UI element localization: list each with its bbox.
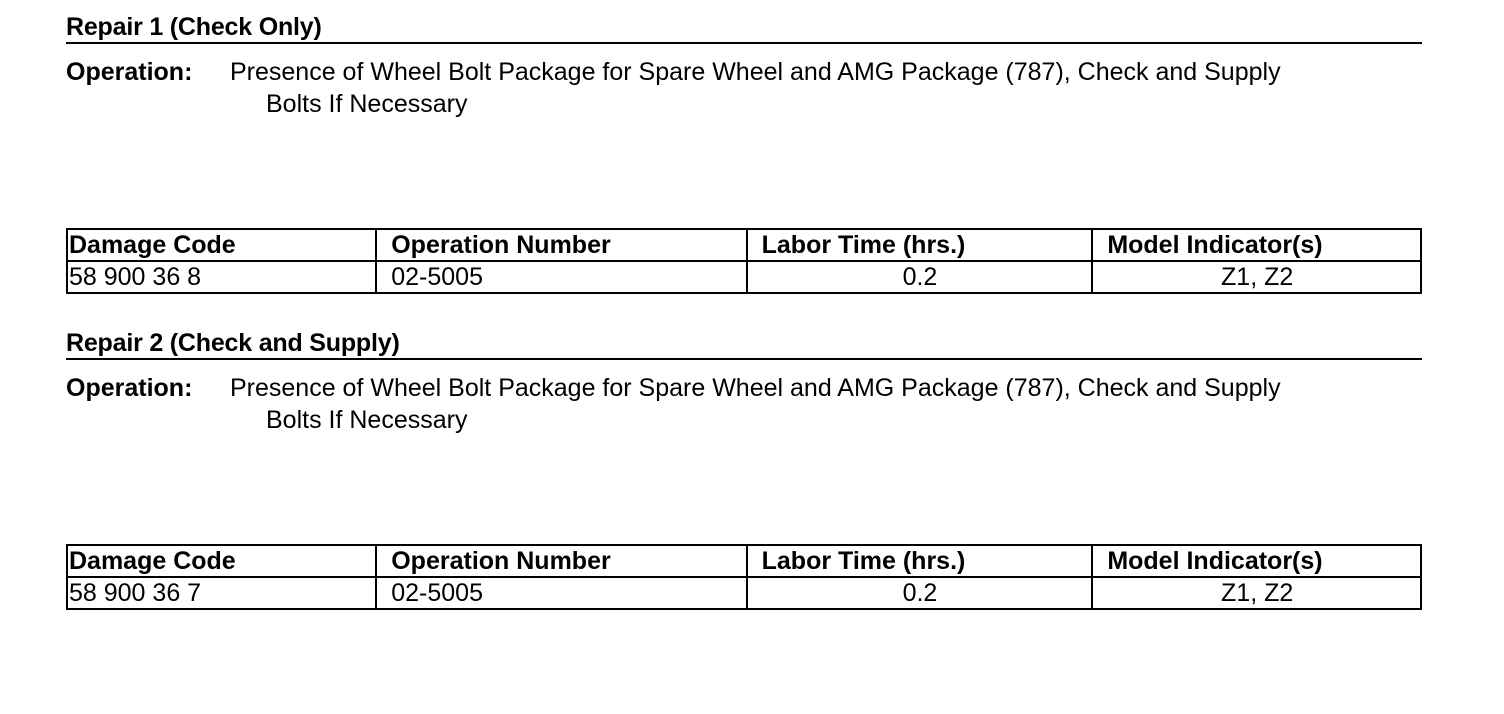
operation-text-line-2: Bolts If Necessary: [266, 90, 468, 118]
header-damage-code: Damage Code: [67, 545, 376, 577]
table-header-row: [67, 545, 1421, 577]
cell-damage-code: 58 900 36 8: [67, 261, 376, 293]
header-labor-time: Labor Time (hrs.): [747, 229, 1093, 261]
operation-description: [230, 372, 1420, 436]
operation-text-line-1: Presence of Wheel Bolt Package for Spare Wheel and AMG Package (787), Check and Supply: [230, 58, 1281, 86]
section-title: Repair 1 (Check Only): [66, 12, 1422, 44]
operation-description: [230, 56, 1420, 120]
operation-label: Operation:: [66, 58, 193, 86]
operation-label: Operation:: [66, 374, 193, 402]
section-title: Repair 2 (Check and Supply): [66, 328, 1422, 360]
damage-code-table: [66, 228, 1422, 294]
table-row: [67, 261, 1421, 293]
cell-model-indicators: Z1, Z2: [1092, 577, 1421, 609]
operation-text-line-1: Presence of Wheel Bolt Package for Spare Wheel and AMG Package (787), Check and Supply: [230, 374, 1281, 402]
header-damage-code: Damage Code: [67, 229, 376, 261]
cell-labor-time: 0.2: [747, 577, 1093, 609]
repair-section-2: [66, 328, 1422, 607]
operation-block: [66, 56, 1422, 120]
damage-code-table: [66, 544, 1422, 610]
header-model-indicators: Model Indicator(s): [1092, 229, 1421, 261]
cell-operation-number: 02-5005: [376, 577, 746, 609]
table-header-row: [67, 229, 1421, 261]
operation-block: [66, 372, 1422, 436]
repair-section-1: [66, 12, 1422, 291]
cell-damage-code: 58 900 36 7: [67, 577, 376, 609]
header-operation-number: Operation Number: [376, 545, 746, 577]
header-labor-time: Labor Time (hrs.): [747, 545, 1093, 577]
header-model-indicators: Model Indicator(s): [1092, 545, 1421, 577]
header-operation-number: Operation Number: [376, 229, 746, 261]
cell-model-indicators: Z1, Z2: [1092, 261, 1421, 293]
cell-operation-number: 02-5005: [376, 261, 746, 293]
cell-labor-time: 0.2: [747, 261, 1093, 293]
operation-text-line-2: Bolts If Necessary: [266, 406, 468, 434]
table-row: [67, 577, 1421, 609]
